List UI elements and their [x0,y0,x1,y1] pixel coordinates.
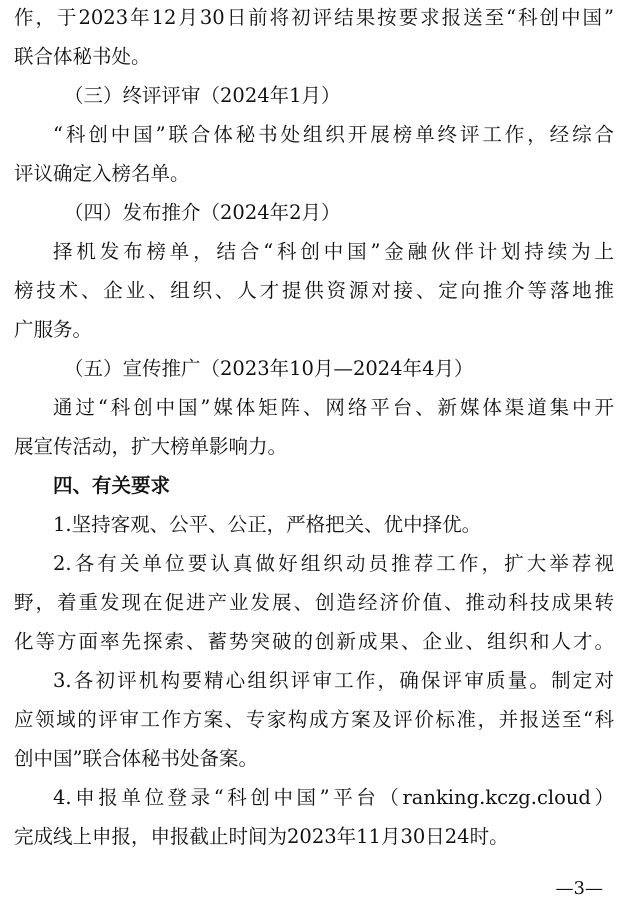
paragraph-line: 野，着重发现在促进产业发展、创造经济价值、推动科技成果转 [14,591,614,614]
paragraph-line: 2.各有关单位要认真做好组织动员推荐工作，扩大举荐视 [53,552,614,575]
paragraph-line: 应领域的评审工作方案、专家构成方案及评价标准，并报送至“科 [14,708,614,731]
paragraph-line: 通过“科创中国”媒体矩阵、网络平台、新媒体渠道集中开 [53,396,614,419]
paragraph-line: 化等方面率先探索、蓄势突破的创新成果、企业、组织和人才。 [14,630,614,653]
section-subheading: （五）宣传推广（2023年10月—2024年4月） [64,357,474,380]
page-number: —3— [555,878,603,899]
paragraph-line: 创中国”联合体秘书处备案。 [14,747,258,770]
paragraph-line: 作，于2023年12月30日前将初评结果按要求报送至“科创中国” [14,6,614,29]
paragraph-line: 择机发布榜单，结合“科创中国”金融伙伴计划持续为上 [53,240,614,263]
paragraph-line: “科创中国”联合体秘书处组织开展榜单终评工作，经综合 [53,123,614,146]
paragraph-line: 评议确定入榜名单。 [14,162,190,185]
section-subheading: （三）终评评审（2024年1月） [64,84,341,107]
paragraph-line: 完成线上申报，申报截止时间为2023年11月30日24时。 [14,825,509,848]
paragraph-line: 榜技术、企业、组织、人才提供资源对接、定向推介等落地推 [14,279,614,302]
paragraph-line: 展宣传活动，扩大榜单影响力。 [14,435,288,458]
section-heading: 四、有关要求 [53,474,171,497]
paragraph-line: 4.申报单位登录“科创中国”平台（ranking.kczg.cloud） [53,786,614,809]
paragraph-line: 广服务。 [14,318,93,341]
section-subheading: （四）发布推介（2024年2月） [64,201,341,224]
paragraph-line: 3.各初评机构要精心组织评审工作，确保评审质量。制定对 [53,669,614,692]
paragraph-line: 联合体秘书处。 [14,45,151,68]
paragraph-line: 1.坚持客观、公平、公正，严格把关、优中择优。 [53,513,482,536]
